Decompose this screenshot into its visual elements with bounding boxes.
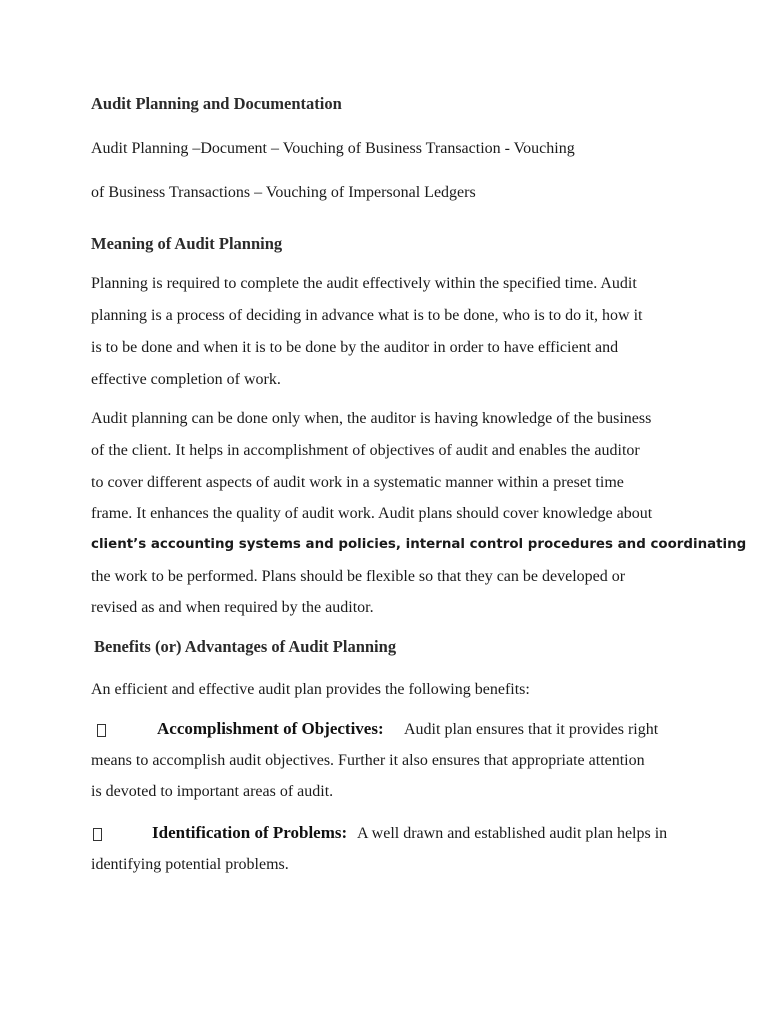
paragraph-line-bold: client’s accounting systems and policies, internal control procedures and coordinating: [91, 537, 747, 552]
bullet-text: is devoted to important areas of audit.: [91, 783, 334, 800]
paragraph-line: planning is a process of deciding in advance what is to be done, who is to do it, how it: [91, 307, 643, 324]
paragraph-line: to cover different aspects of audit work in a systematic manner within a preset time: [91, 474, 624, 491]
paragraph-line: frame. It enhances the quality of audit work. Audit plans should cover knowledge about: [91, 505, 653, 522]
paragraph-line: Planning is required to complete the audit effectively within the specified time. Audit: [91, 275, 637, 292]
bullet-text: Audit plan ensures that it provides right: [404, 721, 659, 738]
subtitle-line-1: Audit Planning –Document – Vouching of Business Transaction - Vouching: [91, 140, 575, 157]
bullet-label: Accomplishment of Objectives:: [157, 719, 384, 738]
checkbox-glyph-icon: [97, 724, 106, 737]
section-heading-meaning: Meaning of Audit Planning: [91, 234, 283, 253]
paragraph-line: of the client. It helps in accomplishment of objectives of audit and enables the auditor: [91, 442, 640, 459]
paragraph-line: effective completion of work.: [91, 371, 281, 388]
subtitle-line-2: of Business Transactions – Vouching of Impersonal Ledgers: [91, 184, 476, 201]
paragraph-line: is to be done and when it is to be done by the auditor in order to have efficient and: [91, 339, 619, 356]
benefits-intro: An efficient and effective audit plan provides the following benefits:: [91, 681, 530, 698]
bullet-text: A well drawn and established audit plan helps in: [357, 825, 668, 842]
paragraph-line: Audit planning can be done only when, the auditor is having knowledge of the business: [91, 410, 652, 427]
section-heading-benefits: Benefits (or) Advantages of Audit Planning: [94, 637, 397, 656]
checkbox-glyph-icon: [93, 828, 102, 841]
bullet-text: identifying potential problems.: [91, 856, 289, 873]
document-title: Audit Planning and Documentation: [91, 94, 342, 113]
bullet-text: means to accomplish audit objectives. Further it also ensures that appropriate attention: [91, 752, 645, 769]
bullet-label: Identification of Problems:: [152, 823, 348, 842]
paragraph-line: revised as and when required by the auditor.: [91, 599, 374, 616]
paragraph-line: the work to be performed. Plans should be flexible so that they can be developed or: [91, 568, 626, 585]
